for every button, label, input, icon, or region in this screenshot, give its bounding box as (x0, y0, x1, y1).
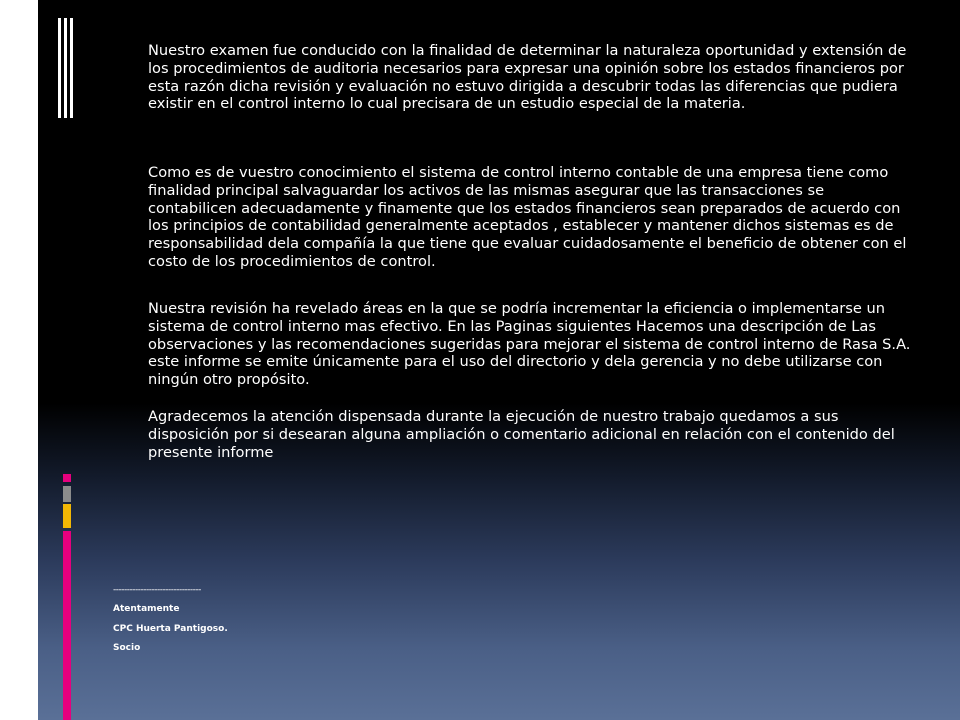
signature-closing: Atentamente (113, 604, 180, 614)
accent-bar-pink-small (63, 474, 71, 482)
paragraph-examen: Nuestro examen fue conducido con la finalidad de determinar la naturaleza oportunidad y extensión de los procedimientos de auditoria necesarios para expresar una opinión sobre los estados financieros por esta razón dicha revisión y evaluación no estuvo dirigida a descubrir todas las diferencias que pudiera existir en el control interno lo cual precisara de un estudio especial de la materia. (148, 42, 907, 113)
paragraph-agradecimiento: Agradecemos la atención dispensada durante la ejecución de nuestro trabajo quedamos a sus disposición por si desearan alguna ampliación o comentario adicional en relación con el contenido del presente informe (148, 408, 895, 461)
accent-bar-gray (63, 486, 71, 502)
signature-name: CPC Huerta Pantigoso. (113, 624, 228, 634)
left-margin-strip (0, 0, 38, 720)
paragraph-revision: Nuestra revisión ha revelado áreas en la que se podría incrementar la eficiencia o implementarse un sistema de control interno mas efectivo. En las Paginas siguientes Hacemos una descripción de Las observaciones y las recomendaciones sugeridas para mejorar el sistema de control interno de Rasa S.A. este informe se emite únicamente para el uso del directorio y dela gerencia y no debe utilizarse con ningún otro propósito. (148, 300, 911, 389)
signature-line: -------------------------------- (113, 585, 201, 595)
accent-bar-gold (63, 504, 71, 528)
signature-role: Socio (113, 643, 141, 653)
accent-bar-pink-tall (63, 531, 71, 720)
paragraph-control-interno: Como es de vuestro conocimiento el sistema de control interno contable de una empresa tiene como finalidad principal salvaguardar los activos de las mismas asegurar que las transacciones se contabilicen adecuadamente y finamente que los estados financieros sean preparados de acuerdo con los principios de contabilidad generalmente aceptados , establecer y mantener dichos sistemas es de responsabilidad dela compañía la que tiene que evaluar cuidadosamente el beneficio de obtener con el costo de los procedimientos de control. (148, 164, 907, 270)
document-lines-decoration (58, 18, 76, 118)
